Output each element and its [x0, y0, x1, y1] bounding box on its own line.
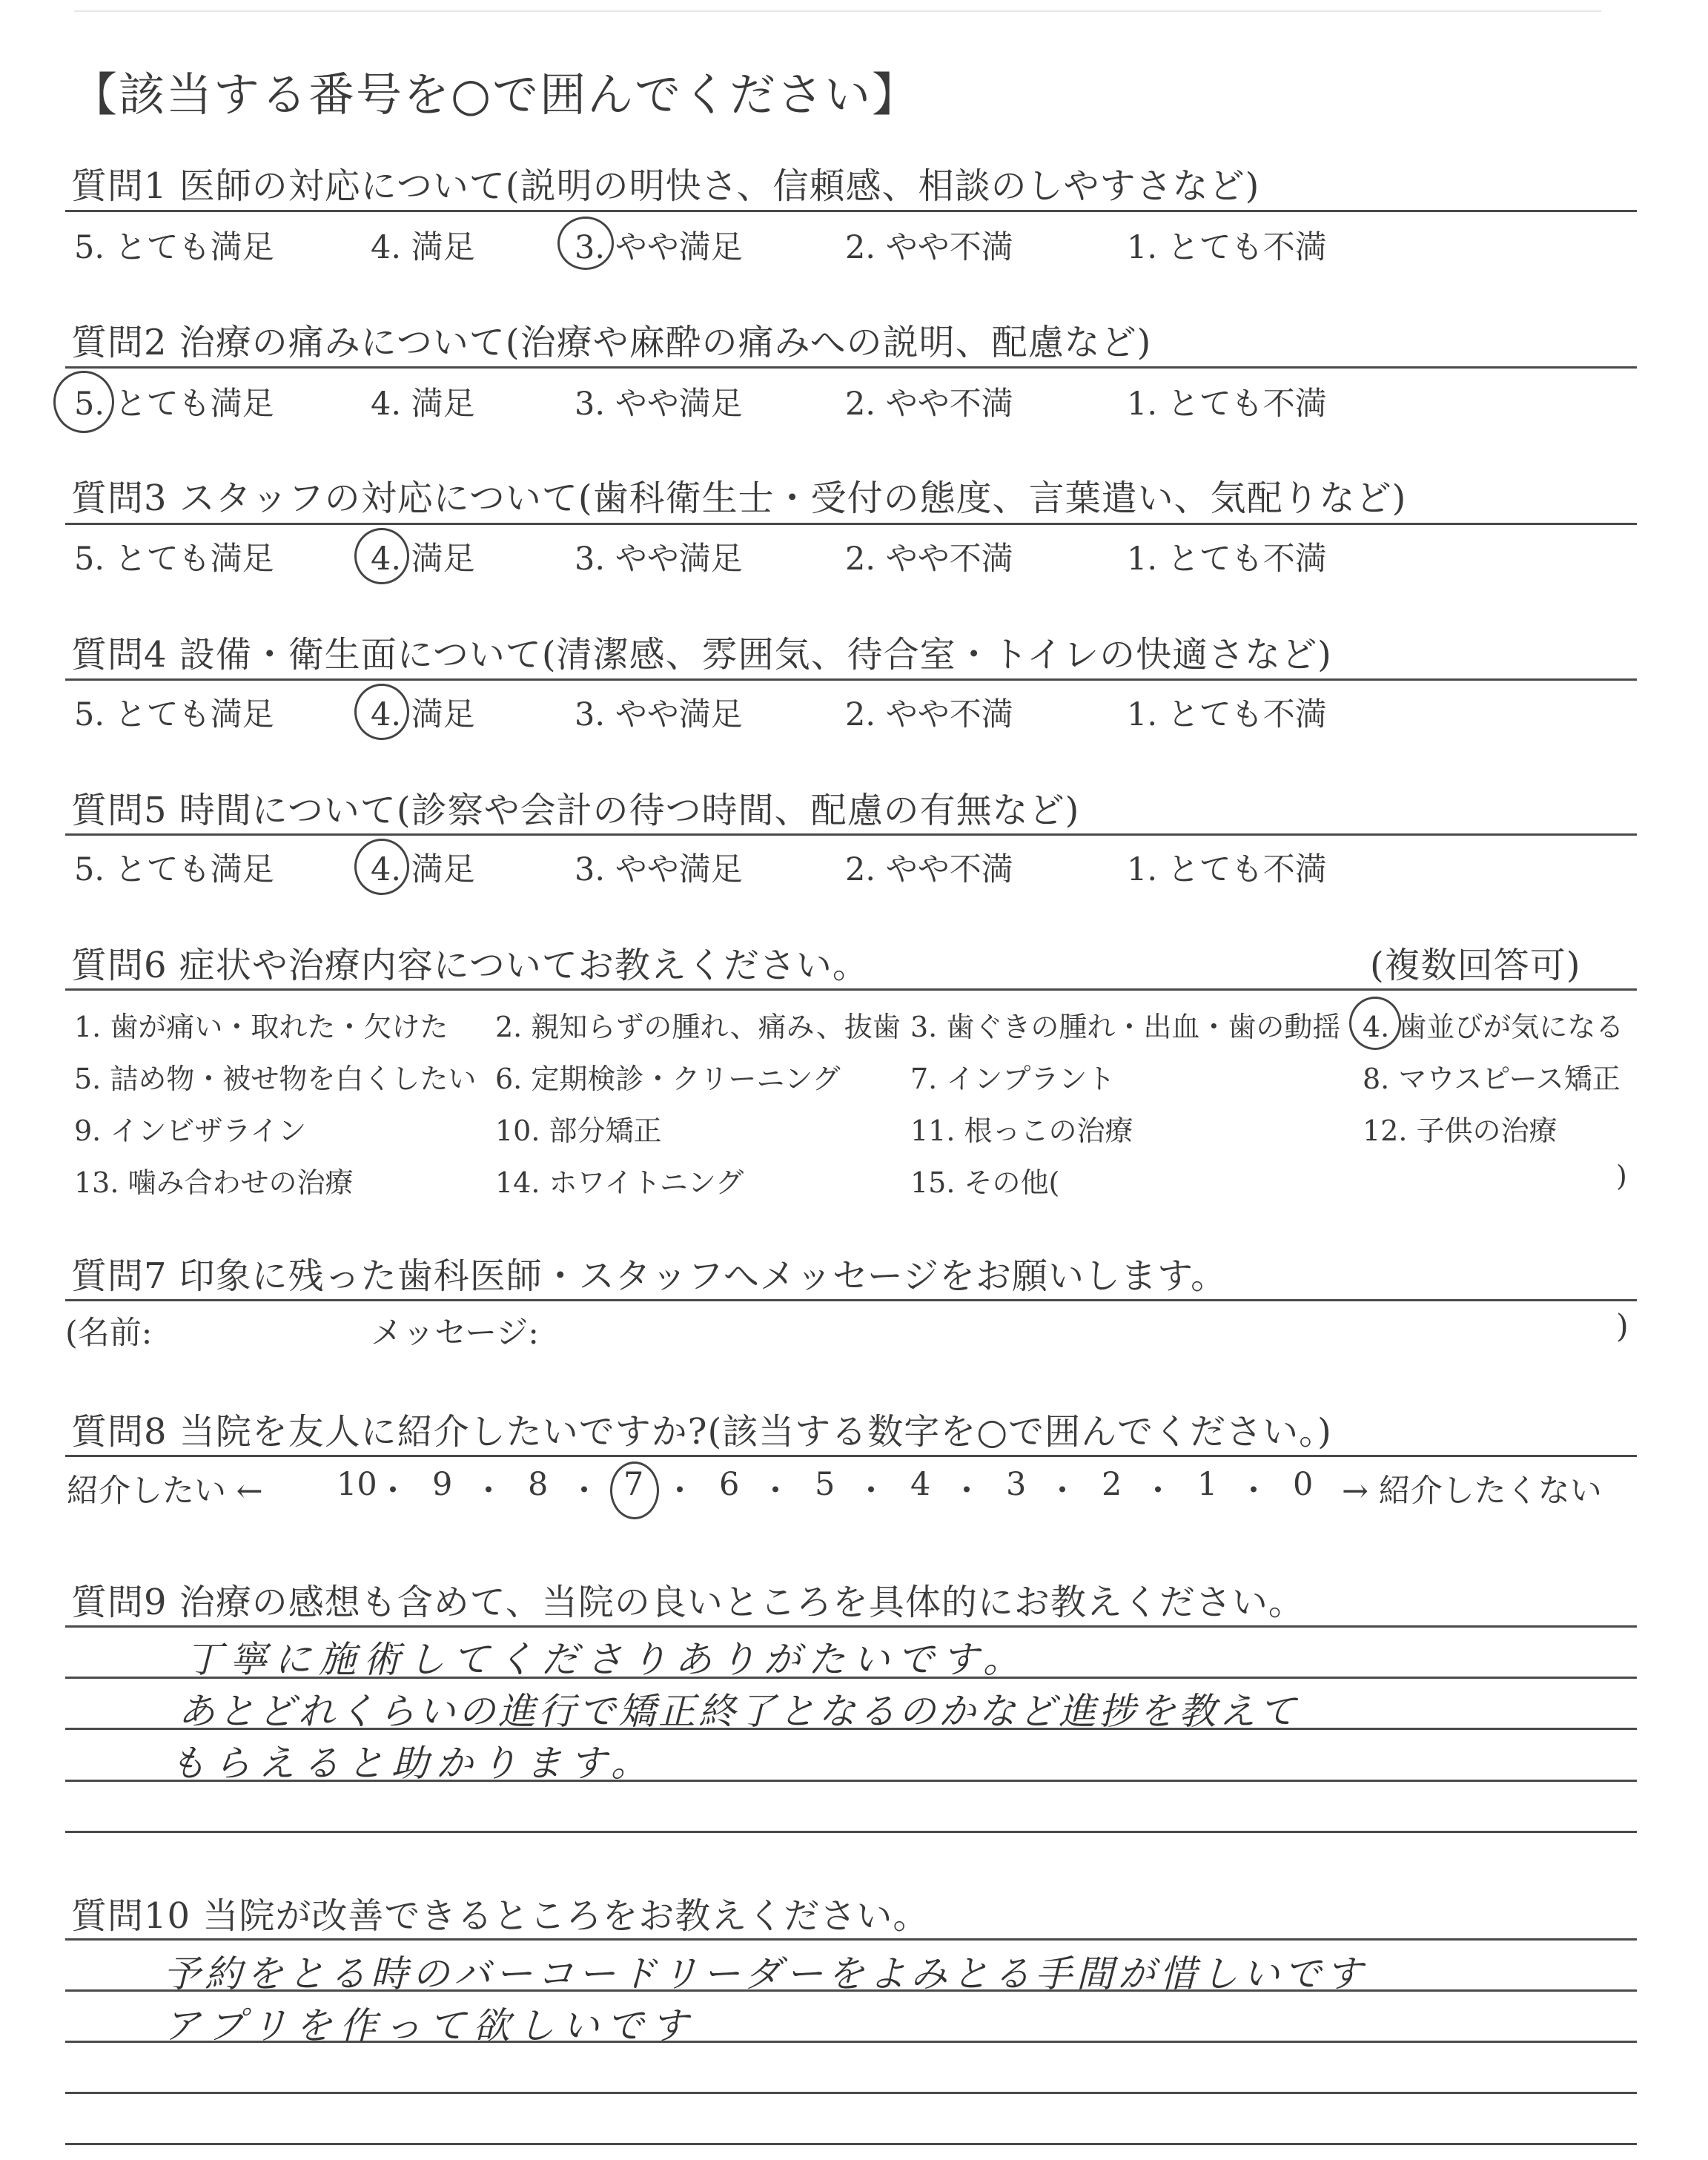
q8-scale-separator: ・ — [568, 1473, 600, 1510]
q9-answer-line-3: もらえると助かります。 — [169, 1742, 655, 1785]
q6-option-13[interactable]: 13. 噛み合わせの治療 — [74, 1166, 354, 1199]
q5-option-4[interactable]: 4. 満足 — [371, 851, 475, 888]
question-8-title: 質問8 当院を友人に紹介したいですか?(該当する数字を○で囲んでください。) — [71, 1411, 1332, 1453]
q8-scale-2[interactable]: 2 — [1102, 1466, 1122, 1503]
q8-scale-separator: ・ — [1046, 1473, 1079, 1510]
q6-option-15[interactable]: 15. その他( — [910, 1166, 1060, 1199]
q5-option-5[interactable]: 5. とても満足 — [74, 851, 274, 888]
q6-option-12[interactable]: 12. 子供の治療 — [1363, 1114, 1558, 1147]
q1-option-5[interactable]: 5. とても満足 — [74, 229, 274, 266]
q2-answer-circle — [53, 371, 114, 433]
q6-option-1[interactable]: 1. 歯が痛い・取れた・欠けた — [74, 1011, 448, 1043]
q4-option-4[interactable]: 4. 満足 — [371, 696, 475, 733]
q6-option-2[interactable]: 2. 親知らずの腫れ、痛み、抜歯 — [495, 1011, 901, 1043]
q8-scale-separator: ・ — [1142, 1473, 1174, 1510]
q6-option-11[interactable]: 11. 根っこの治療 — [910, 1114, 1133, 1147]
q1-option-2[interactable]: 2. やや不満 — [845, 229, 1013, 266]
q3-option-2[interactable]: 2. やや不満 — [845, 541, 1013, 578]
q8-scale-7[interactable]: 7 — [623, 1466, 644, 1503]
question-7-rule — [65, 1299, 1637, 1301]
question-2-rule — [65, 366, 1637, 369]
q8-scale-10[interactable]: 10 — [337, 1466, 377, 1503]
question-9-rule-5 — [65, 1831, 1637, 1833]
q8-scale-separator: ・ — [663, 1473, 696, 1510]
q5-answer-circle — [354, 839, 409, 895]
q8-scale-5[interactable]: 5 — [815, 1466, 835, 1503]
question-10-title: 質問10 当院が改善できるところをお教えください。 — [71, 1895, 930, 1937]
question-6-rule — [65, 988, 1637, 991]
q6-option-5[interactable]: 5. 詰め物・被せ物を白くしたい — [74, 1063, 477, 1095]
question-9-rule-1 — [65, 1625, 1637, 1628]
q5-option-2[interactable]: 2. やや不満 — [845, 851, 1013, 888]
q1-option-4[interactable]: 4. 満足 — [371, 229, 475, 266]
q8-scale-separator: ・ — [377, 1473, 409, 1510]
q3-option-5[interactable]: 5. とても満足 — [74, 541, 274, 578]
q10-answer-line-2: アプリを作って欲しいです — [163, 2004, 695, 2047]
question-1-title: 質問1 医師の対応について(説明の明快さ、信頼感、相談のしやすさなど) — [71, 165, 1260, 207]
question-3-title: 質問3 スタッフの対応について(歯科衛生士・受付の態度、言葉遣い、気配りなど) — [71, 478, 1407, 519]
q6-option-7[interactable]: 7. インプラント — [910, 1063, 1116, 1095]
q8-scale-3[interactable]: 3 — [1006, 1466, 1027, 1503]
q4-option-2[interactable]: 2. やや不満 — [845, 696, 1013, 733]
question-7-title: 質問7 印象に残った歯科医師・スタッフへメッセージをお願いします。 — [71, 1255, 1228, 1297]
q8-scale-separator: ・ — [950, 1473, 983, 1510]
q2-option-1[interactable]: 1. とても不満 — [1127, 386, 1327, 423]
question-10-rule-5 — [65, 2143, 1637, 2145]
q8-right-label: → 紹介したくない — [1342, 1473, 1602, 1510]
q1-option-3[interactable]: 3. やや満足 — [575, 229, 743, 266]
page-top-edge — [74, 10, 1601, 12]
q8-scale-separator: ・ — [1237, 1473, 1270, 1510]
q7-close-paren: ) — [1616, 1308, 1629, 1345]
q1-option-1[interactable]: 1. とても不満 — [1127, 229, 1327, 266]
q3-answer-circle — [354, 528, 409, 584]
q3-option-3[interactable]: 3. やや満足 — [575, 541, 743, 578]
q6-option-6[interactable]: 6. 定期検診・クリーニング — [495, 1063, 841, 1095]
question-6-note: (複数回答可) — [1370, 945, 1581, 986]
q9-answer-line-2: あとどれくらいの進行で矯正終了となるのかなど進捗を教えて — [178, 1690, 1299, 1733]
q8-left-label: 紹介したい ← — [67, 1473, 263, 1510]
q8-scale-6[interactable]: 6 — [719, 1466, 740, 1503]
q6-option-4[interactable]: 4. 歯並びが気になる — [1363, 1011, 1624, 1043]
q8-answer-circle — [610, 1462, 659, 1519]
q6-option-15-close: ) — [1616, 1160, 1627, 1192]
q8-scale-separator: ・ — [759, 1473, 792, 1510]
question-2-title: 質問2 治療の痛みについて(治療や麻酔の痛みへの説明、配慮など) — [71, 322, 1152, 363]
q6-option-10[interactable]: 10. 部分矯正 — [495, 1114, 662, 1147]
q3-option-4[interactable]: 4. 満足 — [371, 541, 475, 578]
page-heading: 【該当する番号を○で囲んでください】 — [71, 67, 920, 122]
q6-answer-circle — [1349, 997, 1401, 1050]
q1-answer-circle — [557, 217, 614, 270]
q5-option-3[interactable]: 3. やや満足 — [575, 851, 743, 888]
question-4-rule — [65, 678, 1637, 681]
question-9-title: 質問9 治療の感想も含めて、当院の良いところを具体的にお教えください。 — [71, 1582, 1305, 1623]
q8-scale-4[interactable]: 4 — [910, 1466, 931, 1503]
q4-option-5[interactable]: 5. とても満足 — [74, 696, 274, 733]
q8-scale-separator: ・ — [855, 1473, 887, 1510]
q4-answer-circle — [354, 684, 409, 740]
q8-scale-8[interactable]: 8 — [528, 1466, 549, 1503]
q7-name-label: (名前: — [65, 1315, 153, 1352]
q5-option-1[interactable]: 1. とても不満 — [1127, 851, 1327, 888]
q2-option-4[interactable]: 4. 満足 — [371, 386, 475, 423]
q9-answer-line-1: 丁寧に施術してくださりありがたいです。 — [185, 1638, 1027, 1681]
q8-scale-0[interactable]: 0 — [1293, 1466, 1314, 1503]
q4-option-1[interactable]: 1. とても不満 — [1127, 696, 1327, 733]
q6-option-3[interactable]: 3. 歯ぐきの腫れ・出血・歯の動揺 — [910, 1011, 1341, 1043]
question-5-rule — [65, 833, 1637, 836]
q2-option-5[interactable]: 5. とても満足 — [74, 386, 274, 423]
question-5-title: 質問5 時間について(診察や会計の待つ時間、配慮の有無など) — [71, 790, 1080, 831]
question-10-rule-1 — [65, 1938, 1637, 1941]
q4-option-3[interactable]: 3. やや満足 — [575, 696, 743, 733]
question-3-rule — [65, 523, 1637, 525]
question-1-rule — [65, 210, 1637, 212]
question-10-rule-4 — [65, 2092, 1637, 2094]
q8-scale-separator: ・ — [472, 1473, 505, 1510]
q10-answer-line-1: 予約をとる時のバーコードリーダーをよみとる手間が惜しいです — [163, 1952, 1367, 1995]
q3-option-1[interactable]: 1. とても不満 — [1127, 541, 1327, 578]
q6-option-14[interactable]: 14. ホワイトニング — [495, 1166, 744, 1199]
question-4-title: 質問4 設備・衛生面について(清潔感、雰囲気、待合室・トイレの快適さなど) — [71, 634, 1332, 676]
q8-scale-1[interactable]: 1 — [1197, 1466, 1218, 1503]
q8-scale-9[interactable]: 9 — [432, 1466, 453, 1503]
q2-option-3[interactable]: 3. やや満足 — [575, 386, 743, 423]
question-6-title: 質問6 症状や治療内容についてお教えください。 — [71, 945, 869, 986]
q6-option-9[interactable]: 9. インビザライン — [74, 1114, 307, 1147]
question-8-rule — [65, 1455, 1637, 1457]
q6-option-8[interactable]: 8. マウスピース矯正 — [1363, 1063, 1621, 1095]
q7-message-label: メッセージ: — [371, 1315, 539, 1352]
q2-option-2[interactable]: 2. やや不満 — [845, 386, 1013, 423]
